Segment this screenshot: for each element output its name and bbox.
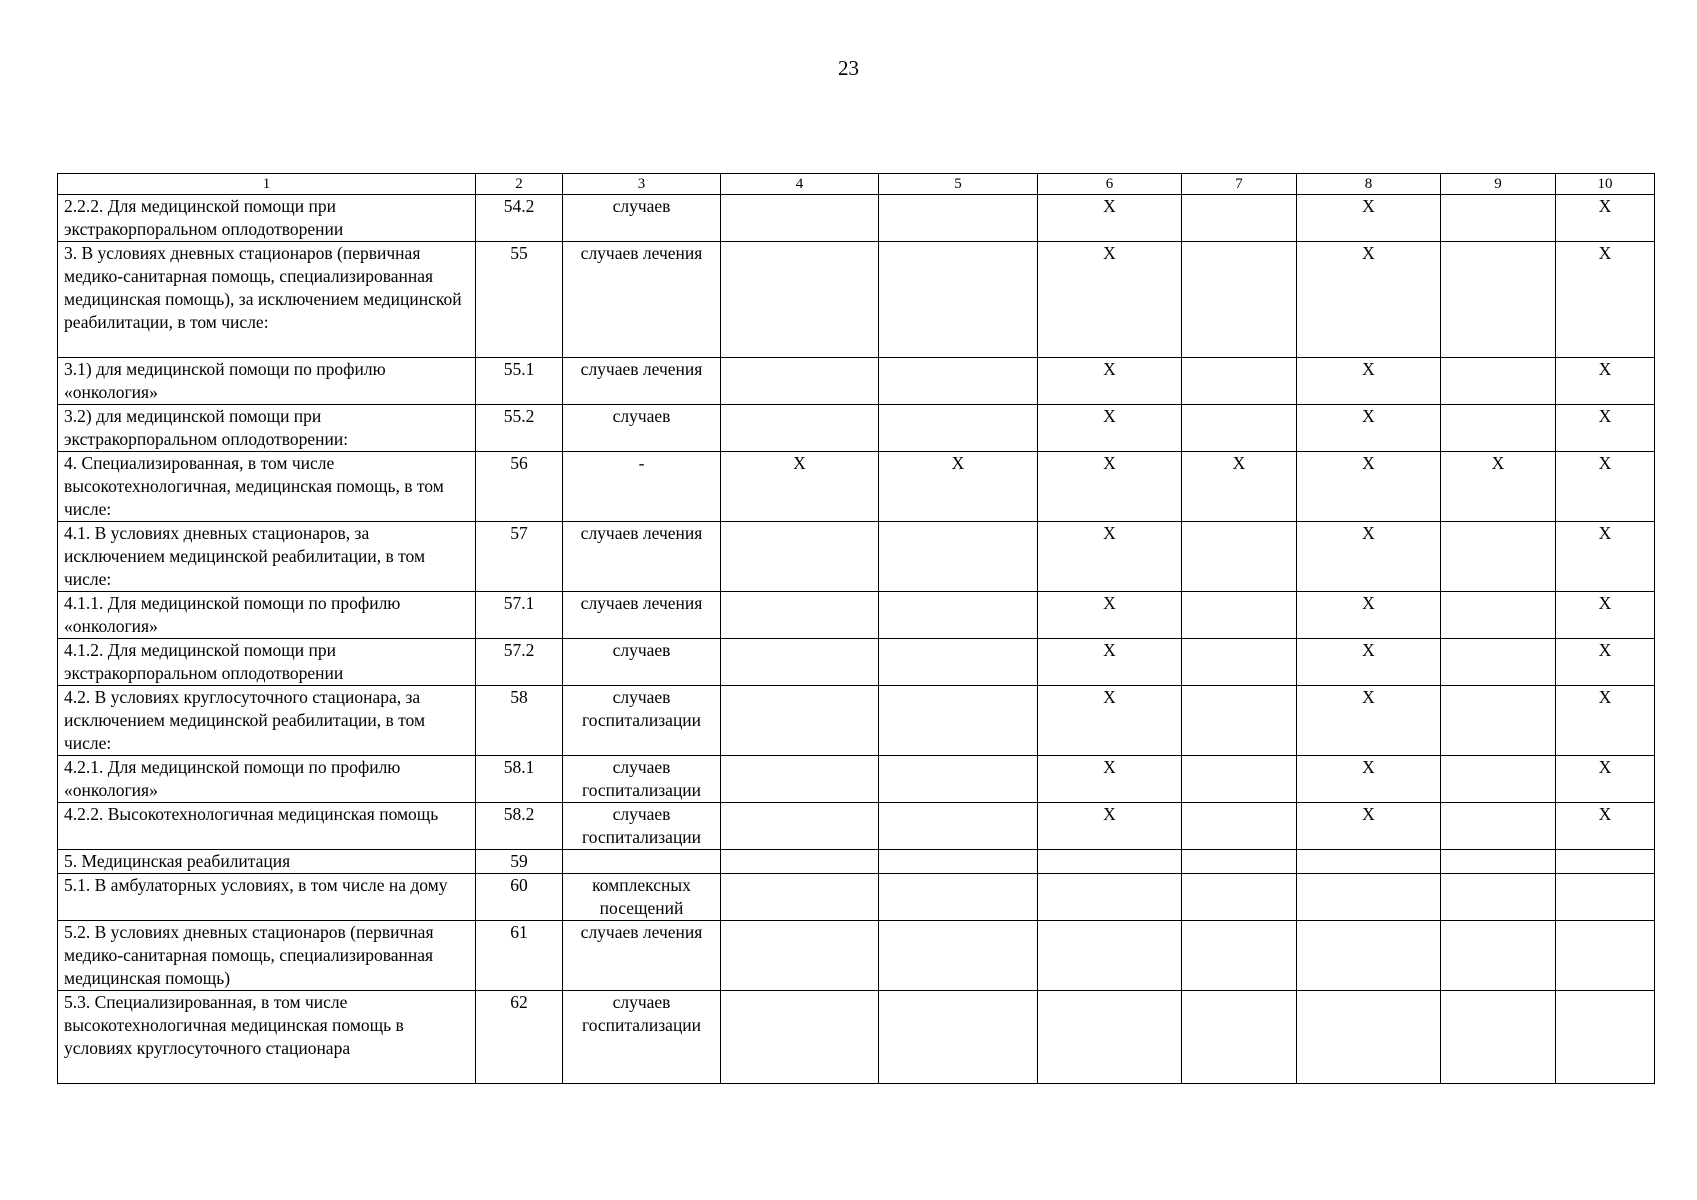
row-line-number: 59	[476, 850, 563, 874]
value-cell-col-6: X	[1038, 195, 1182, 242]
value-cell-col-5	[879, 991, 1038, 1084]
row-description: 2.2.2. Для медицинской помощи при экстракорпоральном оплодотворении	[58, 195, 476, 242]
row-unit: случаев лечения	[563, 358, 721, 405]
row-line-number: 62	[476, 991, 563, 1084]
row-line-number: 57.2	[476, 639, 563, 686]
value-cell-col-9: X	[1441, 452, 1556, 522]
row-description: 4. Специализированная, в том числе высокотехнологичная, медицинская помощь, в том числе:	[58, 452, 476, 522]
value-cell-col-6: X	[1038, 358, 1182, 405]
value-cell-col-9	[1441, 991, 1556, 1084]
value-cell-col-10	[1556, 921, 1655, 991]
value-cell-col-8: X	[1297, 242, 1441, 358]
table-row	[58, 639, 1655, 686]
value-cell-col-4	[721, 921, 879, 991]
value-cell-col-10: X	[1556, 522, 1655, 592]
value-cell-col-9	[1441, 242, 1556, 358]
value-cell-col-8: X	[1297, 452, 1441, 522]
row-description: 5.2. В условиях дневных стационаров (первичная медико-санитарная помощь, специализированная медицинская помощь)	[58, 921, 476, 991]
column-number-10: 10	[1556, 174, 1655, 195]
value-cell-col-9	[1441, 803, 1556, 850]
row-unit: случаев лечения	[563, 522, 721, 592]
column-number-8: 8	[1297, 174, 1441, 195]
value-cell-col-10: X	[1556, 242, 1655, 358]
value-cell-col-9	[1441, 405, 1556, 452]
value-cell-col-9	[1441, 639, 1556, 686]
value-cell-col-10: X	[1556, 756, 1655, 803]
row-description: 5.3. Специализированная, в том числе высокотехнологичная медицинская помощь в условиях круглосуточного стационара	[58, 991, 476, 1084]
value-cell-col-6	[1038, 991, 1182, 1084]
value-cell-col-10: X	[1556, 405, 1655, 452]
row-unit: случаев госпитализации	[563, 756, 721, 803]
value-cell-col-8: X	[1297, 592, 1441, 639]
value-cell-col-4	[721, 991, 879, 1084]
row-unit: случаев	[563, 195, 721, 242]
value-cell-col-5	[879, 686, 1038, 756]
value-cell-col-6: X	[1038, 686, 1182, 756]
value-cell-col-6: X	[1038, 405, 1182, 452]
row-unit: случаев лечения	[563, 592, 721, 639]
row-description: 5. Медицинская реабилитация	[58, 850, 476, 874]
value-cell-col-5	[879, 803, 1038, 850]
row-description: 4.1. В условиях дневных стационаров, за исключением медицинской реабилитации, в том числе:	[58, 522, 476, 592]
row-unit: случаев	[563, 639, 721, 686]
row-line-number: 54.2	[476, 195, 563, 242]
value-cell-col-9	[1441, 195, 1556, 242]
value-cell-col-9	[1441, 850, 1556, 874]
value-cell-col-7	[1182, 921, 1297, 991]
row-line-number: 55.1	[476, 358, 563, 405]
column-number-7: 7	[1182, 174, 1297, 195]
value-cell-col-5	[879, 639, 1038, 686]
row-line-number: 57.1	[476, 592, 563, 639]
row-line-number: 61	[476, 921, 563, 991]
row-line-number: 58	[476, 686, 563, 756]
value-cell-col-9	[1441, 358, 1556, 405]
value-cell-col-7	[1182, 522, 1297, 592]
value-cell-col-5	[879, 405, 1038, 452]
row-line-number: 58.2	[476, 803, 563, 850]
value-cell-col-8: X	[1297, 358, 1441, 405]
value-cell-col-7	[1182, 686, 1297, 756]
table-row	[58, 242, 1655, 358]
table-row	[58, 850, 1655, 874]
table-row	[58, 195, 1655, 242]
value-cell-col-10: X	[1556, 452, 1655, 522]
value-cell-col-4	[721, 686, 879, 756]
value-cell-col-4	[721, 522, 879, 592]
row-line-number: 55	[476, 242, 563, 358]
value-cell-col-7	[1182, 991, 1297, 1084]
table-row	[58, 991, 1655, 1084]
value-cell-col-10: X	[1556, 592, 1655, 639]
row-line-number: 55.2	[476, 405, 563, 452]
value-cell-col-5	[879, 195, 1038, 242]
row-line-number: 60	[476, 874, 563, 921]
value-cell-col-5	[879, 592, 1038, 639]
value-cell-col-4	[721, 358, 879, 405]
value-cell-col-6: X	[1038, 452, 1182, 522]
value-cell-col-4: X	[721, 452, 879, 522]
value-cell-col-5	[879, 242, 1038, 358]
value-cell-col-7: X	[1182, 452, 1297, 522]
column-number-1: 1	[58, 174, 476, 195]
table-body	[58, 174, 1655, 1084]
value-cell-col-6: X	[1038, 592, 1182, 639]
value-cell-col-9	[1441, 756, 1556, 803]
value-cell-col-9	[1441, 874, 1556, 921]
row-unit: случаев	[563, 405, 721, 452]
value-cell-col-5	[879, 874, 1038, 921]
value-cell-col-6	[1038, 850, 1182, 874]
row-unit: случаев лечения	[563, 242, 721, 358]
value-cell-col-7	[1182, 756, 1297, 803]
row-unit: комплексных посещений	[563, 874, 721, 921]
value-cell-col-9	[1441, 522, 1556, 592]
row-unit: случаев госпитализации	[563, 803, 721, 850]
table-row	[58, 803, 1655, 850]
value-cell-col-8: X	[1297, 756, 1441, 803]
table-row	[58, 405, 1655, 452]
column-number-4: 4	[721, 174, 879, 195]
report-table	[57, 173, 1655, 1084]
page-number: 23	[838, 56, 859, 80]
value-cell-col-8: X	[1297, 803, 1441, 850]
value-cell-col-5	[879, 756, 1038, 803]
column-number-6: 6	[1038, 174, 1182, 195]
value-cell-col-10: X	[1556, 639, 1655, 686]
table-row	[58, 874, 1655, 921]
row-description: 4.2.1. Для медицинской помощи по профилю «онкология»	[58, 756, 476, 803]
value-cell-col-8: X	[1297, 686, 1441, 756]
table-row	[58, 756, 1655, 803]
value-cell-col-5	[879, 522, 1038, 592]
row-description: 4.1.1. Для медицинской помощи по профилю «онкология»	[58, 592, 476, 639]
value-cell-col-4	[721, 850, 879, 874]
value-cell-col-7	[1182, 195, 1297, 242]
value-cell-col-7	[1182, 405, 1297, 452]
row-description: 4.2. В условиях круглосуточного стационара, за исключением медицинской реабилитации, в том числе:	[58, 686, 476, 756]
value-cell-col-4	[721, 405, 879, 452]
value-cell-col-10	[1556, 991, 1655, 1084]
value-cell-col-8: X	[1297, 639, 1441, 686]
value-cell-col-6: X	[1038, 756, 1182, 803]
value-cell-col-7	[1182, 850, 1297, 874]
value-cell-col-6: X	[1038, 803, 1182, 850]
value-cell-col-4	[721, 803, 879, 850]
value-cell-col-9	[1441, 921, 1556, 991]
value-cell-col-7	[1182, 874, 1297, 921]
row-description: 3.2) для медицинской помощи при экстракорпоральном оплодотворении:	[58, 405, 476, 452]
row-line-number: 58.1	[476, 756, 563, 803]
value-cell-col-7	[1182, 242, 1297, 358]
value-cell-col-8: X	[1297, 195, 1441, 242]
value-cell-col-7	[1182, 639, 1297, 686]
value-cell-col-10	[1556, 850, 1655, 874]
value-cell-col-7	[1182, 803, 1297, 850]
row-unit: случаев госпитализации	[563, 991, 721, 1084]
table-row	[58, 522, 1655, 592]
value-cell-col-6	[1038, 921, 1182, 991]
column-number-row	[58, 174, 1655, 195]
value-cell-col-6: X	[1038, 639, 1182, 686]
row-description: 4.1.2. Для медицинской помощи при экстракорпоральном оплодотворении	[58, 639, 476, 686]
value-cell-col-8	[1297, 850, 1441, 874]
row-description: 5.1. В амбулаторных условиях, в том числе на дому	[58, 874, 476, 921]
value-cell-col-6: X	[1038, 522, 1182, 592]
value-cell-col-7	[1182, 358, 1297, 405]
row-description: 3. В условиях дневных стационаров (первичная медико-санитарная помощь, специализированная медицинская помощь), за исключением медицинской реабилитации, в том числе:	[58, 242, 476, 358]
row-description: 4.2.2. Высокотехнологичная медицинская помощь	[58, 803, 476, 850]
value-cell-col-4	[721, 195, 879, 242]
column-number-3: 3	[563, 174, 721, 195]
value-cell-col-10	[1556, 874, 1655, 921]
value-cell-col-5	[879, 358, 1038, 405]
value-cell-col-9	[1441, 592, 1556, 639]
value-cell-col-7	[1182, 592, 1297, 639]
table-row	[58, 921, 1655, 991]
row-unit: -	[563, 452, 721, 522]
value-cell-col-8	[1297, 991, 1441, 1084]
value-cell-col-8	[1297, 921, 1441, 991]
value-cell-col-4	[721, 592, 879, 639]
column-number-5: 5	[879, 174, 1038, 195]
column-number-2: 2	[476, 174, 563, 195]
value-cell-col-10: X	[1556, 686, 1655, 756]
value-cell-col-5: X	[879, 452, 1038, 522]
value-cell-col-10: X	[1556, 803, 1655, 850]
row-line-number: 56	[476, 452, 563, 522]
value-cell-col-5	[879, 850, 1038, 874]
value-cell-col-4	[721, 756, 879, 803]
table-row	[58, 592, 1655, 639]
row-unit: случаев госпитализации	[563, 686, 721, 756]
row-line-number: 57	[476, 522, 563, 592]
value-cell-col-8: X	[1297, 405, 1441, 452]
table-row	[58, 358, 1655, 405]
value-cell-col-6	[1038, 874, 1182, 921]
row-unit	[563, 850, 721, 874]
value-cell-col-8: X	[1297, 522, 1441, 592]
column-number-9: 9	[1441, 174, 1556, 195]
value-cell-col-10: X	[1556, 195, 1655, 242]
table-row	[58, 686, 1655, 756]
value-cell-col-10: X	[1556, 358, 1655, 405]
value-cell-col-4	[721, 874, 879, 921]
value-cell-col-9	[1441, 686, 1556, 756]
value-cell-col-8	[1297, 874, 1441, 921]
value-cell-col-5	[879, 921, 1038, 991]
value-cell-col-4	[721, 242, 879, 358]
value-cell-col-6: X	[1038, 242, 1182, 358]
value-cell-col-4	[721, 639, 879, 686]
row-unit: случаев лечения	[563, 921, 721, 991]
table-row	[58, 452, 1655, 522]
row-description: 3.1) для медицинской помощи по профилю «онкология»	[58, 358, 476, 405]
